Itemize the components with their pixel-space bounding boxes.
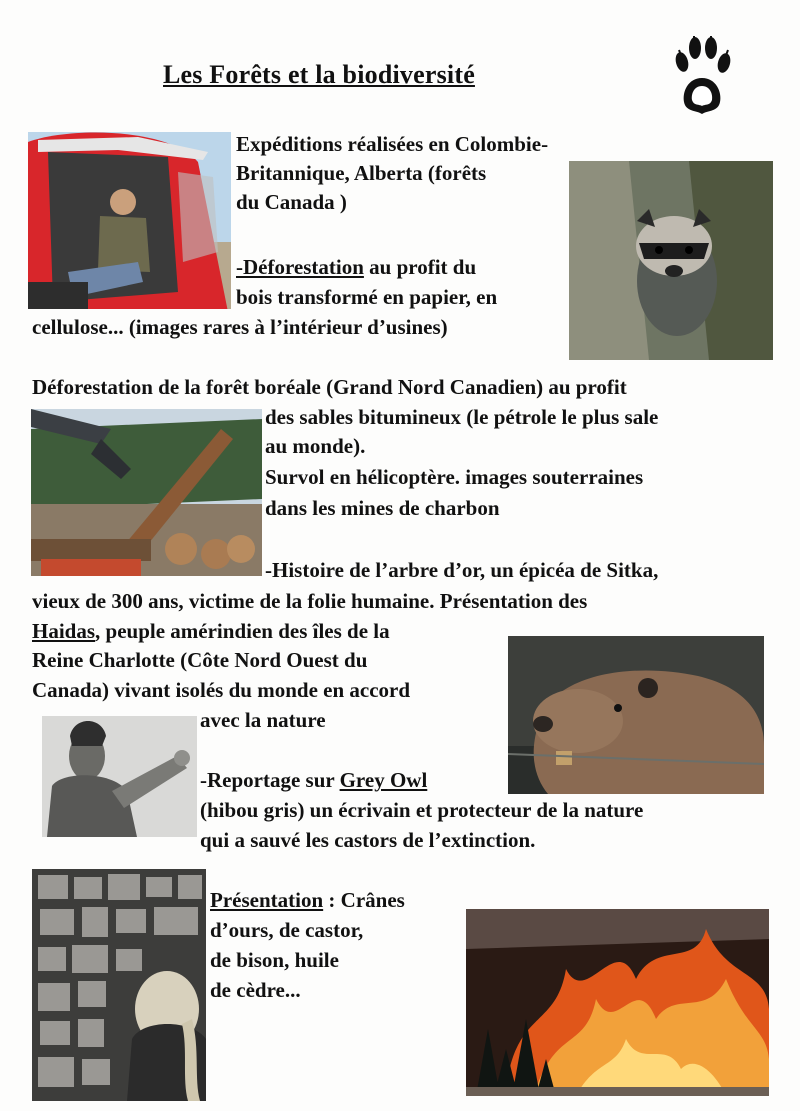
text-span: , peuple amérindien des îles de la [95,619,390,643]
text-line: de bison, huile [210,948,339,972]
text-line: (hibou gris) un écrivain et protecteur de la nature [200,798,644,822]
text-line: avec la nature [200,708,326,732]
logging-photo [31,409,262,576]
text-line: Expéditions réalisées en Colombie- [236,132,549,156]
text-line: dans les mines de charbon [265,496,500,520]
presentation-heading: Présentation [210,888,324,912]
text-line [32,617,390,646]
helicopter-photo [28,132,231,309]
text-line: Britannique, Alberta (forêts [236,161,487,185]
text-line [236,253,476,282]
text-line: Déforestation de la forêt boréale (Grand Nord Canadien) au profit [32,375,627,399]
text-span: au profit du [363,255,477,279]
text-line: de cèdre... [210,978,301,1002]
raccoon-photo [569,161,773,360]
text-line [200,766,427,795]
text-line: vieux de 300 ans, victime de la folie humaine. Présentation des [32,589,588,613]
text-line: cellulose... (images rares à l’intérieur d’usines) [32,315,448,339]
grey-owl-heading: Grey Owl [339,768,428,792]
text-span: : Crânes [323,888,405,912]
text-line: du Canada ) [236,190,347,214]
text-line: au monde). [265,434,366,458]
exhibition-photo [32,869,206,1101]
text-line: qui a sauvé les castors de l’extinction. [200,828,536,852]
page-title: Les Forêts et la biodiversité [163,60,475,89]
text-line: Survol en hélicoptère. images souterraines [265,465,644,489]
text-line: des sables bitumineux (le pétrole le plus sale [265,405,659,429]
text-line: Canada) vivant isolés du monde en accord [32,678,411,702]
text-line: -Histoire de l’arbre d’or, un épicéa de Sitka, [265,558,659,582]
text-line: Reine Charlotte (Côte Nord Ouest du [32,648,368,672]
wolf-paw-print-icon [670,36,734,120]
grey-owl-photo [42,716,197,837]
deforestation-heading: -Déforestation [236,255,364,279]
text-line [210,886,405,915]
beaver-photo [508,636,764,794]
text-line: d’ours, de castor, [210,918,364,942]
haidas-heading: Haidas [32,619,96,643]
text-line: bois transformé en papier, en [236,285,498,309]
forest-fire-photo [466,909,769,1096]
text-span: -Reportage sur [200,768,340,792]
